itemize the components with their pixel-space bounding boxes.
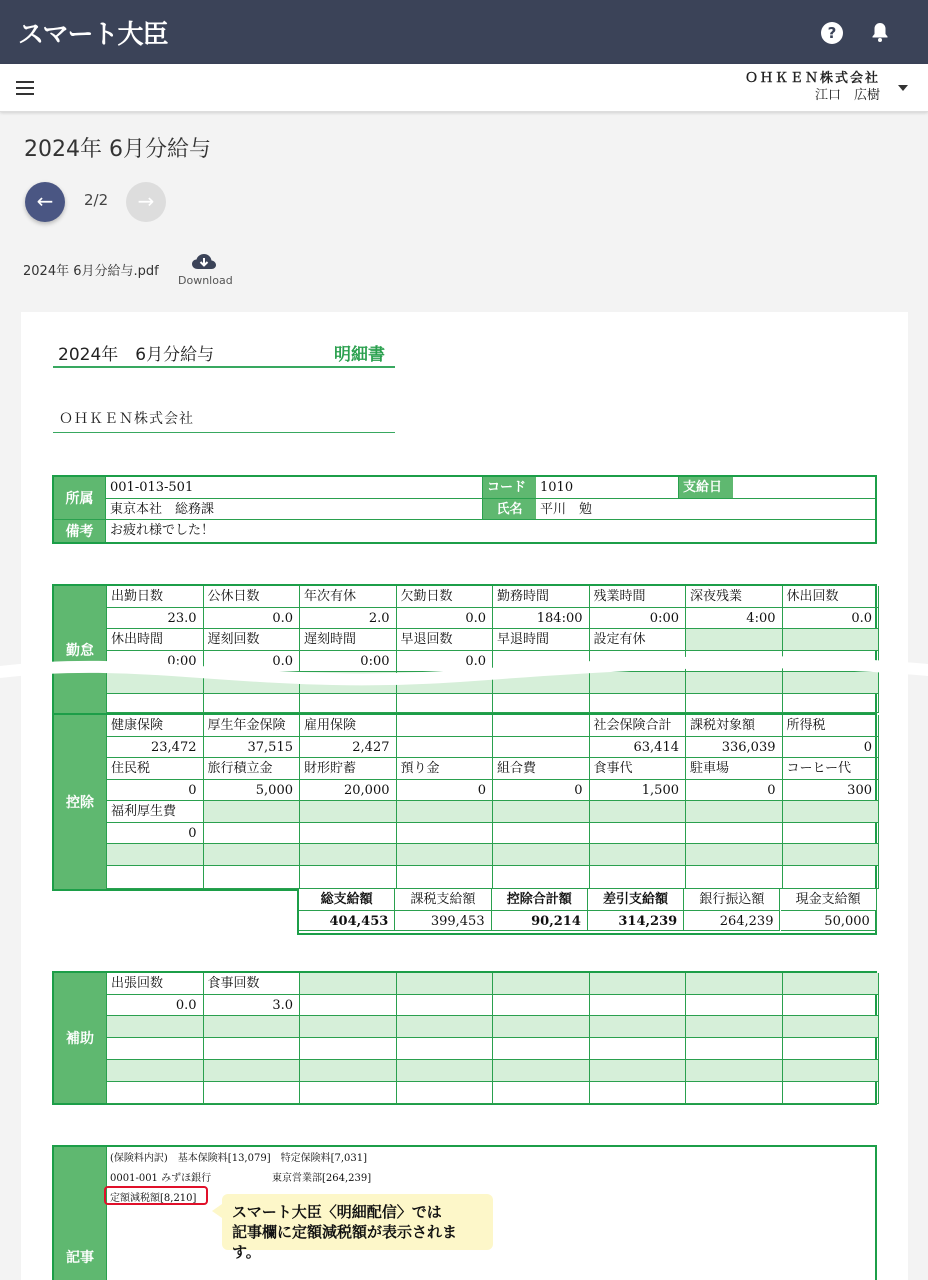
- deduction-cell-value: 1,500: [590, 780, 687, 801]
- company-name: ＯＨＫＥＮ株式会社: [744, 71, 880, 86]
- empty-cell: [397, 1060, 494, 1082]
- deduction-cell-label: 食事代: [590, 758, 687, 780]
- attendance-cell-label: 欠勤日数: [397, 586, 494, 608]
- download-button[interactable]: [178, 252, 233, 287]
- slip-label: 明細書: [334, 345, 385, 365]
- empty-cell: [493, 823, 590, 844]
- aux-cell-value: 0.0: [107, 995, 204, 1016]
- empty-cell: [204, 1082, 301, 1104]
- empty-cell: [590, 866, 687, 889]
- empty-cell: [493, 1016, 590, 1038]
- aux-table: [52, 971, 877, 1105]
- attendance-cell-label: 残業時間: [590, 586, 687, 608]
- deduction-cell-value: 5,000: [204, 780, 301, 801]
- aux-cell-label: 出張回数: [107, 973, 204, 995]
- attendance-cell-value: 0.0: [397, 608, 494, 629]
- deduction-cell-value: 0: [686, 780, 783, 801]
- total-label: 課税支給額: [395, 889, 491, 911]
- attendance-label: 勤怠: [54, 586, 107, 713]
- empty-cell: [493, 973, 590, 995]
- total-label: 差引支給額: [588, 889, 684, 911]
- empty-cell: [590, 1038, 687, 1060]
- deduction-cell-label: [493, 715, 590, 737]
- total-value: 264,239: [684, 911, 780, 931]
- empty-cell: [686, 823, 783, 844]
- deduction-cell-label: 課税対象額: [686, 715, 783, 737]
- deduction-cell-value: 0: [107, 780, 204, 801]
- empty-cell: [493, 866, 590, 889]
- bell-icon[interactable]: [868, 20, 892, 44]
- aux-cell-value: 3.0: [204, 995, 301, 1016]
- employee-name: 平川 勉: [536, 499, 875, 520]
- empty-cell: [686, 995, 783, 1016]
- empty-cell: [300, 801, 397, 823]
- empty-cell: [493, 1082, 590, 1104]
- deduction-cell-label: 社会保険合計: [590, 715, 687, 737]
- aux-cell-label: 食事回数: [204, 973, 301, 995]
- dept-code: 001-013-501: [106, 477, 483, 499]
- totals-table: [297, 889, 877, 935]
- sub-header: [0, 64, 928, 112]
- empty-cell: [493, 1038, 590, 1060]
- deduction-cell-value: 0: [397, 780, 494, 801]
- deduction-cell-label: 住民税: [107, 758, 204, 780]
- deduction-label: 控除: [54, 715, 107, 889]
- deduction-cell-value: 2,427: [300, 737, 397, 758]
- deduction-cell-value: 300: [783, 780, 880, 801]
- arrow-left-icon: ←: [36, 189, 54, 213]
- deduction-cell-value: 0: [107, 823, 204, 844]
- deduction-cell-value: 63,414: [590, 737, 687, 758]
- empty-cell: [686, 866, 783, 889]
- app-logo[interactable]: スマート大臣: [18, 20, 168, 50]
- empty-cell: [783, 1016, 880, 1038]
- attendance-cell-label: 遅刻時間: [300, 629, 397, 651]
- empty-cell: [590, 973, 687, 995]
- deduction-cell-label: 厚生年金保険: [204, 715, 301, 737]
- arrow-right-icon: →: [137, 189, 155, 213]
- empty-cell: [300, 1038, 397, 1060]
- empty-cell: [493, 801, 590, 823]
- highlight-box: [104, 1186, 208, 1205]
- total-label: 現金支給額: [781, 889, 877, 911]
- deduction-table: [52, 713, 877, 891]
- attendance-cell-value: 23.0: [107, 608, 204, 629]
- title-underline: [53, 366, 395, 368]
- empty-cell: [783, 801, 880, 823]
- attendance-cell-value: 0.0: [783, 608, 880, 629]
- empty-cell: [783, 1082, 880, 1104]
- total-value: 50,000: [781, 911, 877, 931]
- empty-cell: [107, 866, 204, 889]
- attendance-cell-value: 2.0: [300, 608, 397, 629]
- total-label: 控除合計額: [492, 889, 588, 911]
- deduction-cell-label: 旅行積立金: [204, 758, 301, 780]
- empty-cell: [107, 844, 204, 866]
- slip-title: 2024年 6月分給与: [58, 345, 215, 365]
- total-label: 銀行振込額: [684, 889, 780, 911]
- empty-cell: [686, 844, 783, 866]
- attendance-cell-label: 休出時間: [107, 629, 204, 651]
- help-icon[interactable]: ?: [821, 22, 843, 44]
- app-header: [0, 0, 928, 64]
- empty-cell: [300, 995, 397, 1016]
- dept-label: 所属: [54, 477, 106, 520]
- empty-cell: [590, 823, 687, 844]
- deduction-cell-value: 336,039: [686, 737, 783, 758]
- account-info[interactable]: [745, 70, 880, 104]
- deduction-cell-value: 0: [783, 737, 880, 758]
- empty-cell: [107, 1082, 204, 1104]
- empty-cell: [783, 844, 880, 866]
- next-page-button[interactable]: [126, 182, 166, 222]
- deduction-cell-label: [397, 715, 494, 737]
- user-name: 江口 広樹: [814, 88, 880, 103]
- info-table: [52, 475, 877, 544]
- empty-cell: [686, 1016, 783, 1038]
- name-label: 氏名: [483, 499, 536, 520]
- empty-cell: [783, 1038, 880, 1060]
- total-label: 総支給額: [299, 889, 395, 911]
- attendance-cell-label: 遅刻回数: [204, 629, 301, 651]
- attendance-cell-label: 早退回数: [397, 629, 494, 651]
- empty-cell: [397, 995, 494, 1016]
- attendance-cell-value: 0.0: [204, 608, 301, 629]
- menu-icon[interactable]: [16, 81, 34, 95]
- page-title: 2024年 6月分給与: [24, 137, 211, 162]
- chevron-down-icon[interactable]: [898, 85, 908, 91]
- empty-cell: [686, 1038, 783, 1060]
- notes-line-3: 定額減税額[8,210]: [110, 1193, 197, 1204]
- remarks-label: 備考: [54, 520, 106, 542]
- empty-cell: [590, 1060, 687, 1082]
- empty-cell: [397, 1016, 494, 1038]
- notes-label: 記事: [54, 1147, 107, 1280]
- employee-code: 1010: [536, 477, 679, 499]
- empty-cell: [397, 823, 494, 844]
- deduction-cell-value: [397, 737, 494, 758]
- empty-cell: [204, 823, 301, 844]
- empty-cell: [783, 995, 880, 1016]
- empty-cell: [397, 866, 494, 889]
- deduction-cell-value: 0: [493, 780, 590, 801]
- empty-cell: [590, 995, 687, 1016]
- attendance-cell-label: 早退時間: [493, 629, 590, 651]
- empty-cell: [590, 1016, 687, 1038]
- notes-line-1: (保険料内訳) 基本保険料[13,079] 特定保険料[7,031]: [110, 1153, 368, 1164]
- prev-page-button[interactable]: [25, 182, 65, 222]
- torn-page-divider: [0, 640, 928, 700]
- page-indicator: 2/2: [84, 191, 109, 209]
- total-value: 404,453: [299, 911, 395, 931]
- empty-cell: [493, 995, 590, 1016]
- empty-cell: [686, 973, 783, 995]
- notes-line-2a: 0001-001 みずほ銀行: [110, 1173, 212, 1184]
- empty-cell: [783, 1060, 880, 1082]
- aux-label: 補助: [54, 973, 107, 1103]
- empty-cell: [107, 1060, 204, 1082]
- attendance-cell-value: 184:00: [493, 608, 590, 629]
- empty-cell: [783, 866, 880, 889]
- empty-cell: [300, 1060, 397, 1082]
- empty-cell: [300, 866, 397, 889]
- attendance-cell-value: 0.0: [204, 651, 301, 672]
- deduction-cell-label: 駐車場: [686, 758, 783, 780]
- empty-cell: [590, 844, 687, 866]
- empty-cell: [686, 1082, 783, 1104]
- deduction-cell-label: コーヒー代: [783, 758, 880, 780]
- attendance-cell-value: 0:00: [300, 651, 397, 672]
- notes-line-2b: 東京営業部[264,239]: [272, 1173, 372, 1184]
- empty-cell: [493, 1060, 590, 1082]
- empty-cell: [300, 1016, 397, 1038]
- total-value: 90,214: [492, 911, 588, 931]
- attendance-cell-value: 4:00: [686, 608, 783, 629]
- remarks-value: お疲れ様でした！: [110, 523, 215, 538]
- empty-cell: [204, 1016, 301, 1038]
- payday-label: 支給日: [679, 477, 733, 499]
- total-value: 399,453: [395, 911, 491, 931]
- attendance-cell-value: 0.0: [397, 651, 494, 672]
- empty-cell: [300, 1082, 397, 1104]
- empty-cell: [397, 801, 494, 823]
- empty-cell: [590, 801, 687, 823]
- empty-cell: [204, 1038, 301, 1060]
- attendance-cell-label: 年次有休: [300, 586, 397, 608]
- empty-cell: [686, 1060, 783, 1082]
- callout-line-2: 記事欄に定額減税額が表示されます。: [232, 1223, 458, 1261]
- dept-name: 東京本社 総務課: [106, 499, 483, 520]
- deduction-cell-label: 預り金: [397, 758, 494, 780]
- empty-cell: [783, 823, 880, 844]
- deduction-cell-label: 雇用保険: [300, 715, 397, 737]
- company-underline: [53, 432, 395, 433]
- empty-cell: [397, 1082, 494, 1104]
- deduction-cell-value: [493, 737, 590, 758]
- empty-cell: [493, 844, 590, 866]
- code-label: コード: [483, 477, 536, 499]
- empty-cell: [590, 1082, 687, 1104]
- total-value: 314,239: [588, 911, 684, 931]
- empty-cell: [204, 844, 301, 866]
- empty-cell: [397, 844, 494, 866]
- callout-bubble: [222, 1194, 493, 1261]
- attendance-cell-value: 0:00: [590, 608, 687, 629]
- deduction-cell-label: 所得税: [783, 715, 880, 737]
- deduction-cell-label: 健康保険: [107, 715, 204, 737]
- attendance-cell-value: 0:00: [107, 651, 204, 672]
- empty-cell: [300, 823, 397, 844]
- download-label: Download: [178, 274, 233, 287]
- empty-cell: [783, 973, 880, 995]
- attendance-cell-label: 休出回数: [783, 586, 880, 608]
- empty-cell: [300, 844, 397, 866]
- payday-value: [733, 477, 875, 499]
- attendance-cell-label: 勤務時間: [493, 586, 590, 608]
- cloud-download-icon: [191, 252, 217, 272]
- empty-cell: [107, 1016, 204, 1038]
- pdf-filename: 2024年 6月分給与.pdf: [23, 264, 159, 279]
- deduction-cell-value: 20,000: [300, 780, 397, 801]
- deduction-cell-label: 財形貯蓄: [300, 758, 397, 780]
- empty-cell: [204, 801, 301, 823]
- empty-cell: [397, 1038, 494, 1060]
- empty-cell: [300, 973, 397, 995]
- attendance-cell-label: 公休日数: [204, 586, 301, 608]
- empty-cell: [204, 1060, 301, 1082]
- attendance-cell-label: 出勤日数: [107, 586, 204, 608]
- empty-cell: [204, 866, 301, 889]
- empty-cell: [397, 973, 494, 995]
- deduction-cell-label: 福利厚生費: [107, 801, 204, 823]
- deduction-cell-value: 23,472: [107, 737, 204, 758]
- attendance-cell-label: 深夜残業: [686, 586, 783, 608]
- callout-line-1: スマート大臣〈明細配信〉では: [232, 1203, 442, 1221]
- deduction-cell-value: 37,515: [204, 737, 301, 758]
- deduction-cell-label: 組合費: [493, 758, 590, 780]
- slip-company: ＯＨＫＥＮ株式会社: [59, 411, 194, 427]
- empty-cell: [686, 801, 783, 823]
- empty-cell: [107, 1038, 204, 1060]
- attendance-cell-label: 設定有休: [590, 629, 687, 651]
